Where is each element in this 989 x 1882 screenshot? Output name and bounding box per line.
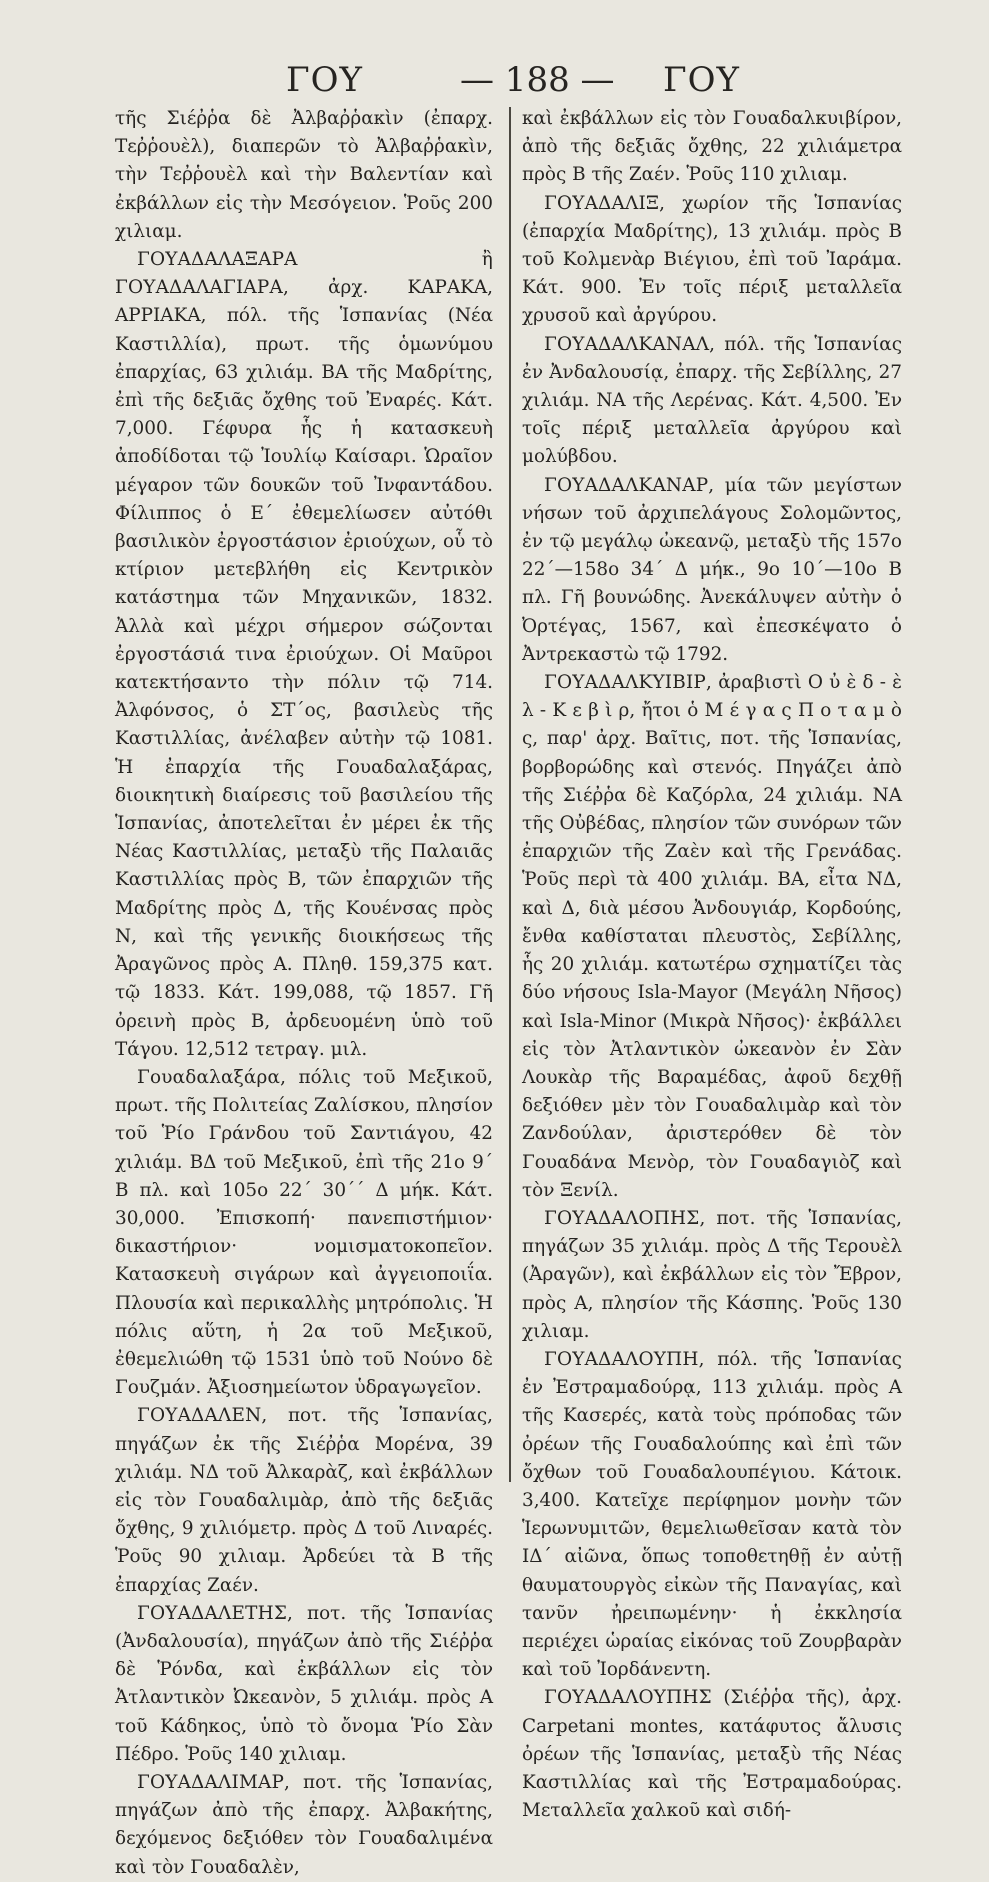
entry-text: τῆς Σιέῤῥα δὲ Ἀλβαῤῥακὶν (ἐπαρχ. Τεῤῥουὲλ), διαπερῶν τὸ Ἀλβαῤῥακὶν, τὴν Τεῤῥουὲλ καὶ τὴν Βαλεντίαν καὶ ἐκβάλλων εἰς τὴν Μεσόγειον. Ῥοῦς 200 χιλιαμ. [115,108,493,242]
running-head-right: ΓΟΥ [663,60,740,100]
dictionary-entry [522,190,902,331]
entry-text: πόλ. τῆς Ἱσπανίας ἐν Ἀνδαλουσίᾳ, ἐπαρχ. τῆς Σεβίλλης, 27 χιλιάμ. ΝΑ τῆς Λερένας. Κάτ. 4,500. Ἐν τοῖς πέριξ μεταλλεῖα ἀργύρου καὶ μολύβδου. [522,333,902,468]
page-header [0,46,989,106]
entry-headword: ΓΟΥΑΔΑΛΕΤΗΣ, [137,1602,294,1624]
entry-headword: ΓΟΥΑΔΑΛΟΥΠΗΣ [544,1687,712,1709]
entry-headword: ΓΟΥΑΔΑΛΚΥΙΒΙΡ, [544,672,713,694]
entry-headword: ΓΟΥΑΔΑΛΟΥΠΗ, [544,1348,705,1370]
entry-headword: ΓΟΥΑΔΑΛΙΜΑΡ, [137,1771,291,1793]
column-divider [509,107,511,1482]
entry-headword: ΓΟΥΑΔΑΛΑΞΑΡΑ ἢ ΓΟΥΑΔΑΛΑΓΙΑΡΑ, [115,249,493,299]
dictionary-entry [522,1346,902,1684]
dictionary-entry [115,1064,493,1402]
dictionary-entry [522,105,902,190]
entry-text: πόλις τοῦ Μεξικοῦ, πρωτ. τῆς Πολιτείας Ζαλίσκου, πλησίον τοῦ Ῥίο Γράνδου τοῦ Σαντιάγου, 42 χιλιάμ. ΒΔ τοῦ Μεξικοῦ, ἐπὶ τῆς 21ο 9΄ Β πλ. καὶ 105ο 22΄ 30΄΄ Δ μήκ. Κάτ. 30,000. Ἐπισκοπή· πανεπιστήμιον· δικαστήριον· νομισματοκοπεῖον. Κατασκευὴ σιγάρων καὶ ἀγγειοποιΐα. Πλουσία καὶ περικαλλὴς μητρόπολις. Ἡ πόλις αὕτη, ἡ 2α τοῦ Μεξικοῦ, ἐθεμελιώθη τῷ 1531 ὑπὸ τοῦ Νούνο δὲ Γουζμάν. Ἀξιοσημείωτον ὑδραγωγεῖον. [115,1066,493,1399]
dictionary-entry [115,246,493,1064]
entry-headword: ΓΟΥΑΔΑΛΙΞ, [544,192,666,214]
dictionary-entry [522,1205,902,1346]
dictionary-entry [522,331,902,472]
dictionary-entry [522,669,902,1205]
dictionary-entry [115,105,493,246]
dictionary-entry [115,1600,493,1769]
left-column [115,105,493,1882]
running-head-left: ΓΟΥ [286,60,363,100]
dictionary-entry [522,472,902,669]
entry-text: ποτ. τῆς Ἱσπανίας, πηγάζων ἀπὸ τῆς ἐπαρχ. Ἀλβακήτης, δεχόμενος δεξιόθεν τὸν Γουαδαλιμένα καὶ τὸν Γουαδαλὲν, [115,1771,493,1878]
dictionary-entry [115,1402,493,1599]
entry-text: ἀραβιστὶ Ο ὐ ὲ δ - ὲ λ - Κ ε β ὶ ρ, ἤτοι ὁ Μ έ γ α ς Π ο τ α μ ὸ ς, παρ' ἀρχ. Βαῖτις, ποτ. τῆς Ἱσπανίας, βορβορώδης καὶ στενός. Πηγάζει ἀπὸ τῆς Σιέῤῥα δὲ Καζόρλα, 24 χιλιάμ. ΝΑ τῆς Οὐβέδας, πλησίον τῶν συνόρων τῶν ἐπαρχιῶν τῆς Ζαὲν καὶ τῆς Γρενάδας. Ῥοῦς περὶ τὰ 400 χιλιάμ. ΒΑ, εἶτα ΝΔ, καὶ Δ, διὰ μέσου Ἀνδουγιάρ, Κορδούης, ἔνθα καθίσταται πλευστὸς, Σεβίλλης, ἧς 20 χιλιάμ. κατωτέρω σχηματίζει τὰς δύο νήσους Isla-Mayor (Μεγάλη Νῆσος) καὶ Isla-Minor (Μικρὰ Νῆσος)· ἐκβάλλει εἰς τὸν Ἀτλαντικὸν ὠκεανὸν ἐν Σὰν Λουκὰρ τῆς Βαραμέδας, ἀφοῦ δεχθῇ δεξιόθεν μὲν τὸν Γουαδαλιμὰρ καὶ τὸν Ζανδούλαν, ἀριστερόθεν δὲ τὸν Γουαδάνα Μενὸρ, τὸν Γουαδαγιὸζ καὶ τὸν Ξενίλ. [522,672,902,1201]
entry-text: καὶ ἐκβάλλων εἰς τὸν Γουαδαλκυιβίρον, ἀπὸ τῆς δεξιᾶς ὄχθης, 22 χιλιάμετρα πρὸς Β τῆς Ζαέν. Ῥοῦς 110 χιλιαμ. [522,108,902,186]
right-column [522,105,902,1825]
entry-text: ἀρχ. ΚΑΡΑΚΑ, ΑΡΡΙΑΚΑ, πόλ. τῆς Ἱσπανίας (Νέα Καστιλλία), πρωτ. τῆς ὁμωνύμου ἐπαρχίας, 63 χιλιάμ. ΒΑ τῆς Μαδρίτης, ἐπὶ τῆς δεξιᾶς ὄχθης τοῦ Ἐναρές. Κάτ. 7,000. Γέφυρα ἧς ἡ κατασκευὴ ἀποδίδοται τῷ Ἰουλίῳ Καίσαρι. Ὡραῖον μέγαρον τῶν δουκῶν τοῦ Ἰνφαντάδου. Φίλιππος ὁ Ε΄ ἐθεμελίωσεν αὐτόθι βασιλικὸν ἐργοστάσιον ἐριούχων, οὗ τὸ κτίριον μετεβλήθη εἰς Κεντρικὸν κατάστημα τῶν Μηχανικῶν, 1832. Ἀλλὰ καὶ μέχρι σήμερον σώζονται ἐργοστάσιά τινα ἐριούχων. Οἱ Μαῦροι κατεκτήσαντο τὴν πόλιν τῷ 714. Ἀλφόνσος, ὁ ΣΤ΄ος, βασιλεὺς τῆς Καστιλλίας, ἀνέλαβεν αὐτὴν τῷ 1081. Ἡ ἐπαρχία τῆς Γουαδαλαξάρας, διοικητικὴ διαίρεσις τοῦ βασιλείου τῆς Ἱσπανίας, ἀποτελεῖται ἐν μέρει ἐκ τῆς Νέας Καστιλλίας, μεταξὺ τῆς Παλαιᾶς Καστιλλίας πρὸς Β, τῶν ἐπαρχιῶν τῆς Μαδρίτης πρὸς Δ, τῆς Κουένσας πρὸς Ν, καὶ τῆς γενικῆς διοικήσεως τῆς Ἀραγῶνος πρὸς Α. Πληθ. 159,375 κατ. τῷ 1833. Κάτ. 199,088, τῷ 1857. Γῆ ὀρεινὴ πρὸς Β, ἀρδευομένη ὑπὸ τοῦ Τάγου. 12,512 τετραγ. μιλ. [115,277,493,1060]
entry-text: χωρίον τῆς Ἱσπανίας (ἐπαρχία Μαδρίτης), 13 χιλιάμ. πρὸς Β τοῦ Κολμενὰρ Βιέγιου, ἐπὶ τοῦ Ἰαράμα. Κάτ. 900. Ἐν τοῖς πέριξ μεταλλεῖα χρυσοῦ καὶ ἀργύρου. [522,192,902,327]
entry-headword: ΓΟΥΑΔΑΛΚΑΝΑΡ, [544,474,715,496]
entry-text: πόλ. τῆς Ἱσπανίας ἐν Ἐστραμαδούρᾳ, 113 χιλιάμ. πρὸς Α τῆς Κασερές, κατὰ τοὺς πρόποδας τῶν ὀρέων τῆς Γουαδαλούπης καὶ ἐπὶ τῶν ὄχθων τοῦ Γουαδαλουπέγιου. Κάτοικ. 3,400. Κατεῖχε περίφημον μονὴν τῶν Ἱερωνυμιτῶν, θεμελιωθεῖσαν κατὰ τὸν ΙΔ΄ αἰῶνα, ὅπως τοποθετηθῇ ἐν αὐτῇ θαυματουργὸς εἰκὼν τῆς Παναγίας, καὶ τανῦν ἠρειπωμένην· ἡ ἐκκλησία περιέχει ὡραίας εἰκόνας τοῦ Ζουρβαρὰν καὶ τοῦ Ἰορδάνεντη. [522,1348,902,1681]
entry-text: ποτ. τῆς Ἱσπανίας, πηγάζων 35 χιλιάμ. πρὸς Δ τῆς Τερουὲλ (Ἀραγῶν), καὶ ἐκβάλλων εἰς τὸν Ἔβρον, πρὸς Α, πλησίον τῆς Κάσπης. Ῥοῦς 130 χιλιαμ. [522,1207,902,1342]
entry-text: (Σιέῤῥα τῆς), ἀρχ. Carpetani montes, κατάφυτος ἄλυσις ὀρέων τῆς Ἱσπανίας, μεταξὺ τῆς Νέας Καστιλλίας καὶ τῆς Ἐστραμαδούρας. Μεταλλεῖα χαλκοῦ καὶ σιδή- [522,1687,902,1822]
entry-headword: ΓΟΥΑΔΑΛΟΠΗΣ, [544,1207,706,1229]
entry-text: μία τῶν μεγίστων νήσων τοῦ ἀρχιπελάγους Σολομῶντος, ἐν τῷ μεγάλῳ ὠκεανῷ, μεταξὺ τῆς 157ο 22΄—158ο 34΄ Δ μήκ., 9ο 10΄—10ο Β πλ. Γῆ βουνώδης. Ἀνεκάλυψεν αὐτὴν ὁ Ὀρτέγας, 1567, καὶ ἐπεσκέψατο ὁ Ἀντρεκαστὼ τῷ 1792. [522,474,902,665]
entry-headword: Γουαδαλαξάρα, [137,1066,287,1088]
entry-text: ποτ. τῆς Ἱσπανίας (Ἀνδαλουσία), πηγάζων ἀπὸ τῆς Σιέῤῥα δὲ Ῥόνδα, καὶ ἐκβάλλων εἰς τὸν Ἀτλαντικὸν Ὠκεανὸν, 5 χιλιάμ. πρὸς Α τοῦ Κάδηκος, ὑπὸ τὸ ὄνομα Ῥίο Σὰν Πέδρο. Ῥοῦς 140 χιλιαμ. [115,1602,493,1765]
entry-headword: ΓΟΥΑΔΑΛΚΑΝΑΛ, [544,333,716,355]
page-number: — 188 — [460,60,615,100]
entry-text: ποτ. τῆς Ἱσπανίας, πηγάζων ἐκ τῆς Σιέῤῥα Μορένα, 39 χιλιάμ. ΝΔ τοῦ Ἀλκαρὰζ, καὶ ἐκβάλλων εἰς τὸν Γουαδαλιμὰρ, ἀπὸ τῆς δεξιᾶς ὄχθης, 9 χιλιόμετρ. πρὸς Δ τοῦ Λιναρές. Ῥοῦς 90 χιλιαμ. Ἀρδεύει τὰ Β τῆς ἐπαρχίας Ζαέν. [115,1405,493,1596]
dictionary-entry [115,1769,493,1882]
dictionary-entry [522,1684,902,1825]
entry-headword: ΓΟΥΑΔΑΛΕΝ, [137,1405,268,1427]
